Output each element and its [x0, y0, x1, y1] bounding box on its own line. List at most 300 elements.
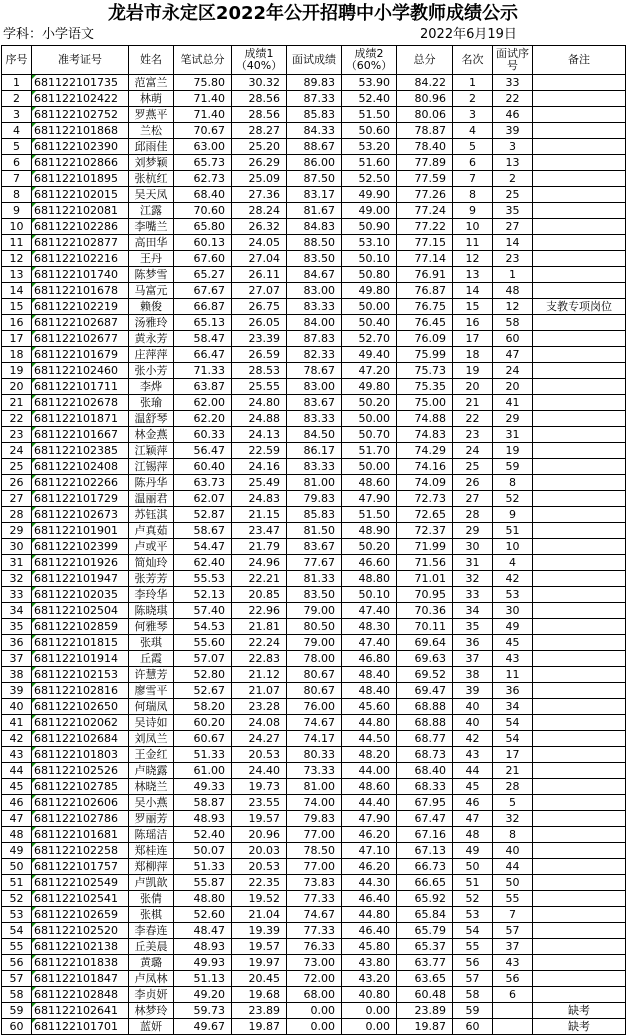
cell-written-total: 48.93 — [174, 811, 232, 827]
cell-seq: 5 — [2, 139, 32, 155]
cell-written-total: 63.87 — [174, 379, 232, 395]
cell-seq: 37 — [2, 651, 32, 667]
cell-score1: 20.96 — [232, 827, 287, 843]
cell-seq: 9 — [2, 203, 32, 219]
table-row — [2, 347, 626, 363]
cell-total: 67.13 — [397, 843, 453, 859]
cell-interview-score: 0.00 — [287, 1019, 342, 1035]
cell-remark — [533, 331, 626, 347]
cell-rank: 12 — [453, 251, 493, 267]
cell-written-total: 58.67 — [174, 523, 232, 539]
cell-name: 林晓兰 — [129, 779, 174, 795]
cell-written-total: 75.80 — [174, 75, 232, 91]
table-row — [2, 875, 626, 891]
cell-name: 罗丽芳 — [129, 811, 174, 827]
cell-total: 69.63 — [397, 651, 453, 667]
cell-total: 72.37 — [397, 523, 453, 539]
cell-score1: 26.32 — [232, 219, 287, 235]
cell-exam-id: 681122101914 — [32, 651, 129, 667]
table-row — [2, 107, 626, 123]
cell-remark — [533, 683, 626, 699]
table-row — [2, 891, 626, 907]
cell-interview-score: 77.33 — [287, 891, 342, 907]
cell-total: 78.87 — [397, 123, 453, 139]
cell-exam-id: 681122102258 — [32, 843, 129, 859]
cell-score1: 24.16 — [232, 459, 287, 475]
cell-score1: 21.79 — [232, 539, 287, 555]
cell-rank: 51 — [453, 875, 493, 891]
cell-interview-score: 86.00 — [287, 155, 342, 171]
cell-remark — [533, 779, 626, 795]
cell-remark — [533, 939, 626, 955]
cell-seq: 60 — [2, 1019, 32, 1035]
cell-rank: 13 — [453, 267, 493, 283]
table-row — [2, 747, 626, 763]
cell-total: 65.92 — [397, 891, 453, 907]
cell-remark — [533, 907, 626, 923]
cell-remark — [533, 107, 626, 123]
cell-written-total: 68.40 — [174, 187, 232, 203]
cell-interview-order: 6 — [493, 987, 533, 1003]
cell-interview-order: 28 — [493, 779, 533, 795]
cell-remark — [533, 715, 626, 731]
cell-name: 兰松 — [129, 123, 174, 139]
cell-exam-id: 681122102390 — [32, 139, 129, 155]
cell-name: 苏钰淇 — [129, 507, 174, 523]
table-row — [2, 123, 626, 139]
cell-score1: 22.83 — [232, 651, 287, 667]
cell-score2: 0.00 — [342, 1019, 397, 1035]
cell-remark — [533, 875, 626, 891]
cell-remark — [533, 523, 626, 539]
cell-rank: 18 — [453, 347, 493, 363]
cell-score2: 51.70 — [342, 443, 397, 459]
cell-seq: 45 — [2, 779, 32, 795]
cell-interview-order: 60 — [493, 331, 533, 347]
cell-written-total: 62.07 — [174, 491, 232, 507]
cell-name: 郑桂连 — [129, 843, 174, 859]
cell-total: 70.11 — [397, 619, 453, 635]
cell-total: 78.40 — [397, 139, 453, 155]
cell-rank: 29 — [453, 523, 493, 539]
cell-score1: 19.68 — [232, 987, 287, 1003]
cell-name: 卢真茹 — [129, 523, 174, 539]
cell-rank: 46 — [453, 795, 493, 811]
cell-score2: 50.40 — [342, 315, 397, 331]
cell-exam-id: 681122102673 — [32, 507, 129, 523]
cell-remark: 缺考 — [533, 1003, 626, 1019]
cell-interview-order: 54 — [493, 731, 533, 747]
cell-written-total: 52.60 — [174, 907, 232, 923]
table-row — [2, 187, 626, 203]
cell-score1: 24.08 — [232, 715, 287, 731]
cell-total: 77.59 — [397, 171, 453, 187]
cell-exam-id: 681122101681 — [32, 827, 129, 843]
cell-remark: 支教专项岗位 — [533, 299, 626, 315]
cell-score2: 44.30 — [342, 875, 397, 891]
cell-interview-order: 8 — [493, 827, 533, 843]
cell-interview-order: 22 — [493, 91, 533, 107]
table-row — [2, 155, 626, 171]
cell-seq: 6 — [2, 155, 32, 171]
cell-rank: 22 — [453, 411, 493, 427]
table-header-row — [2, 46, 626, 75]
cell-total: 71.01 — [397, 571, 453, 587]
cell-score2: 50.80 — [342, 267, 397, 283]
cell-name: 江露 — [129, 203, 174, 219]
cell-rank: 17 — [453, 331, 493, 347]
cell-remark — [533, 267, 626, 283]
cell-total: 76.87 — [397, 283, 453, 299]
cell-name: 何瑞凤 — [129, 699, 174, 715]
cell-remark — [533, 395, 626, 411]
cell-name: 张琪 — [129, 635, 174, 651]
cell-interview-order: 17 — [493, 747, 533, 763]
cell-score1: 19.57 — [232, 811, 287, 827]
cell-seq: 44 — [2, 763, 32, 779]
cell-remark — [533, 139, 626, 155]
cell-total: 75.00 — [397, 395, 453, 411]
cell-name: 吴小燕 — [129, 795, 174, 811]
cell-score2: 49.00 — [342, 203, 397, 219]
cell-exam-id: 681122102408 — [32, 459, 129, 475]
cell-name: 刘梦颖 — [129, 155, 174, 171]
cell-rank: 8 — [453, 187, 493, 203]
cell-interview-score: 85.83 — [287, 507, 342, 523]
cell-interview-order: 45 — [493, 635, 533, 651]
cell-written-total: 54.47 — [174, 539, 232, 555]
cell-score1: 27.07 — [232, 283, 287, 299]
cell-interview-order: 20 — [493, 379, 533, 395]
cell-name: 丘美晨 — [129, 939, 174, 955]
cell-score1: 27.36 — [232, 187, 287, 203]
cell-written-total: 65.73 — [174, 155, 232, 171]
cell-remark — [533, 699, 626, 715]
cell-exam-id: 681122102081 — [32, 203, 129, 219]
cell-written-total: 52.40 — [174, 827, 232, 843]
cell-interview-order: 29 — [493, 411, 533, 427]
cell-seq: 35 — [2, 619, 32, 635]
cell-seq: 30 — [2, 539, 32, 555]
cell-written-total: 58.87 — [174, 795, 232, 811]
cell-seq: 57 — [2, 971, 32, 987]
cell-interview-score: 83.17 — [287, 187, 342, 203]
cell-written-total: 52.87 — [174, 507, 232, 523]
cell-rank: 5 — [453, 139, 493, 155]
cell-score1: 24.40 — [232, 763, 287, 779]
cell-score2: 50.10 — [342, 251, 397, 267]
cell-score1: 20.03 — [232, 843, 287, 859]
cell-interview-order: 14 — [493, 235, 533, 251]
cell-name: 张棋 — [129, 907, 174, 923]
cell-exam-id: 681122102859 — [32, 619, 129, 635]
table-row — [2, 395, 626, 411]
cell-interview-order: 34 — [493, 699, 533, 715]
cell-score1: 24.83 — [232, 491, 287, 507]
cell-interview-order: 54 — [493, 715, 533, 731]
cell-remark — [533, 91, 626, 107]
cell-name: 高田华 — [129, 235, 174, 251]
cell-score1: 24.13 — [232, 427, 287, 443]
cell-remark — [533, 475, 626, 491]
cell-total: 67.47 — [397, 811, 453, 827]
cell-written-total: 65.27 — [174, 267, 232, 283]
table-row — [2, 683, 626, 699]
cell-score1: 28.24 — [232, 203, 287, 219]
cell-interview-order: 49 — [493, 619, 533, 635]
cell-name: 王丹 — [129, 251, 174, 267]
cell-seq: 36 — [2, 635, 32, 651]
cell-interview-order: 10 — [493, 539, 533, 555]
table-row — [2, 939, 626, 955]
cell-rank: 55 — [453, 939, 493, 955]
table-row — [2, 987, 626, 1003]
cell-interview-order: 5 — [493, 795, 533, 811]
cell-interview-order: 1 — [493, 267, 533, 283]
cell-total: 23.89 — [397, 1003, 453, 1019]
cell-total: 74.09 — [397, 475, 453, 491]
cell-interview-order: 25 — [493, 187, 533, 203]
cell-name: 黄璐 — [129, 955, 174, 971]
cell-total: 75.99 — [397, 347, 453, 363]
cell-interview-order: 58 — [493, 315, 533, 331]
cell-written-total: 51.13 — [174, 971, 232, 987]
cell-total: 19.87 — [397, 1019, 453, 1035]
cell-rank: 7 — [453, 171, 493, 187]
cell-score1: 25.55 — [232, 379, 287, 395]
cell-rank: 35 — [453, 619, 493, 635]
cell-rank: 3 — [453, 107, 493, 123]
table-row — [2, 363, 626, 379]
cell-score2: 49.80 — [342, 379, 397, 395]
cell-score1: 26.75 — [232, 299, 287, 315]
cell-score2: 51.50 — [342, 107, 397, 123]
table-row — [2, 763, 626, 779]
cell-score1: 24.80 — [232, 395, 287, 411]
cell-interview-score: 81.67 — [287, 203, 342, 219]
cell-exam-id: 681122101871 — [32, 411, 129, 427]
cell-interview-order: 46 — [493, 107, 533, 123]
cell-total: 72.73 — [397, 491, 453, 507]
cell-score1: 25.49 — [232, 475, 287, 491]
cell-interview-score: 86.17 — [287, 443, 342, 459]
header-remark: 备注 — [533, 46, 626, 75]
cell-exam-id: 681122101947 — [32, 571, 129, 587]
cell-seq: 15 — [2, 299, 32, 315]
cell-interview-order: 53 — [493, 587, 533, 603]
cell-name: 陈梦雪 — [129, 267, 174, 283]
cell-written-total: 60.33 — [174, 427, 232, 443]
cell-total: 77.24 — [397, 203, 453, 219]
cell-total: 65.37 — [397, 939, 453, 955]
cell-written-total: 60.13 — [174, 235, 232, 251]
cell-interview-score: 73.00 — [287, 955, 342, 971]
cell-seq: 43 — [2, 747, 32, 763]
table-row — [2, 843, 626, 859]
header-score1: 成绩1（40%） — [232, 46, 287, 75]
cell-name: 卢凤林 — [129, 971, 174, 987]
cell-exam-id: 681122102153 — [32, 667, 129, 683]
cell-rank: 52 — [453, 891, 493, 907]
cell-score1: 24.96 — [232, 555, 287, 571]
cell-written-total: 67.67 — [174, 283, 232, 299]
cell-exam-id: 681122101847 — [32, 971, 129, 987]
cell-interview-score: 83.67 — [287, 539, 342, 555]
cell-remark — [533, 859, 626, 875]
cell-interview-order: 36 — [493, 683, 533, 699]
cell-name: 张倩 — [129, 891, 174, 907]
cell-seq: 18 — [2, 347, 32, 363]
cell-written-total: 62.73 — [174, 171, 232, 187]
cell-interview-score: 74.00 — [287, 795, 342, 811]
cell-written-total: 51.33 — [174, 859, 232, 875]
cell-score2: 53.20 — [342, 139, 397, 155]
cell-rank: 60 — [453, 1019, 493, 1035]
cell-seq: 32 — [2, 571, 32, 587]
table-row — [2, 139, 626, 155]
cell-remark — [533, 459, 626, 475]
cell-written-total: 65.13 — [174, 315, 232, 331]
cell-exam-id: 681122101678 — [32, 283, 129, 299]
cell-score2: 50.20 — [342, 539, 397, 555]
cell-written-total: 54.53 — [174, 619, 232, 635]
cell-interview-score: 73.83 — [287, 875, 342, 891]
cell-remark — [533, 411, 626, 427]
cell-total: 75.73 — [397, 363, 453, 379]
cell-remark — [533, 987, 626, 1003]
cell-interview-order: 47 — [493, 347, 533, 363]
cell-score2: 51.50 — [342, 507, 397, 523]
cell-exam-id: 681122102422 — [32, 91, 129, 107]
cell-name: 李嘴兰 — [129, 219, 174, 235]
cell-remark: 缺考 — [533, 1019, 626, 1035]
cell-name: 蓝妍 — [129, 1019, 174, 1035]
cell-total: 72.65 — [397, 507, 453, 523]
cell-score1: 28.27 — [232, 123, 287, 139]
cell-exam-id: 681122102684 — [32, 731, 129, 747]
cell-interview-order — [493, 1019, 533, 1035]
cell-exam-id: 681122101838 — [32, 955, 129, 971]
cell-score1: 28.56 — [232, 107, 287, 123]
cell-seq: 53 — [2, 907, 32, 923]
cell-name: 廖雪平 — [129, 683, 174, 699]
cell-interview-score: 83.00 — [287, 283, 342, 299]
cell-remark — [533, 187, 626, 203]
cell-score1: 23.89 — [232, 1003, 287, 1019]
cell-written-total: 49.20 — [174, 987, 232, 1003]
cell-score1: 26.59 — [232, 347, 287, 363]
cell-rank: 11 — [453, 235, 493, 251]
cell-rank: 48 — [453, 827, 493, 843]
cell-total: 76.91 — [397, 267, 453, 283]
cell-exam-id: 681122101679 — [32, 347, 129, 363]
cell-score1: 21.07 — [232, 683, 287, 699]
cell-rank: 2 — [453, 91, 493, 107]
cell-interview-order: 21 — [493, 763, 533, 779]
cell-total: 65.79 — [397, 923, 453, 939]
table-row — [2, 571, 626, 587]
cell-total: 67.95 — [397, 795, 453, 811]
cell-interview-order: 55 — [493, 891, 533, 907]
cell-rank: 24 — [453, 443, 493, 459]
cell-seq: 49 — [2, 843, 32, 859]
cell-written-total: 49.93 — [174, 955, 232, 971]
cell-interview-order — [493, 1003, 533, 1019]
cell-written-total: 65.80 — [174, 219, 232, 235]
cell-score2: 49.80 — [342, 283, 397, 299]
cell-score1: 20.53 — [232, 859, 287, 875]
cell-written-total: 71.40 — [174, 107, 232, 123]
cell-score2: 44.00 — [342, 763, 397, 779]
cell-seq: 52 — [2, 891, 32, 907]
cell-interview-order: 44 — [493, 859, 533, 875]
cell-seq: 2 — [2, 91, 32, 107]
cell-remark — [533, 795, 626, 811]
cell-score1: 23.28 — [232, 699, 287, 715]
table-row — [2, 667, 626, 683]
cell-rank: 50 — [453, 859, 493, 875]
cell-written-total: 70.67 — [174, 123, 232, 139]
header-interview-order: 面试序号 — [493, 46, 533, 75]
cell-score2: 49.90 — [342, 187, 397, 203]
cell-score2: 48.30 — [342, 619, 397, 635]
cell-written-total: 59.73 — [174, 1003, 232, 1019]
table-row — [2, 315, 626, 331]
cell-name: 陈瑶洁 — [129, 827, 174, 843]
cell-rank: 27 — [453, 491, 493, 507]
cell-written-total: 71.33 — [174, 363, 232, 379]
results-table — [1, 45, 626, 1035]
cell-total: 69.64 — [397, 635, 453, 651]
cell-seq: 27 — [2, 491, 32, 507]
cell-remark — [533, 827, 626, 843]
cell-interview-score: 83.33 — [287, 459, 342, 475]
cell-exam-id: 681122102286 — [32, 219, 129, 235]
table-row — [2, 203, 626, 219]
cell-written-total: 61.00 — [174, 763, 232, 779]
cell-remark — [533, 171, 626, 187]
cell-total: 77.22 — [397, 219, 453, 235]
cell-score1: 19.57 — [232, 939, 287, 955]
cell-interview-order: 37 — [493, 939, 533, 955]
cell-total: 66.65 — [397, 875, 453, 891]
cell-interview-score: 79.00 — [287, 635, 342, 651]
cell-seq: 59 — [2, 1003, 32, 1019]
cell-rank: 58 — [453, 987, 493, 1003]
cell-remark — [533, 219, 626, 235]
cell-written-total: 62.00 — [174, 395, 232, 411]
cell-interview-score: 87.33 — [287, 91, 342, 107]
cell-exam-id: 681122102541 — [32, 891, 129, 907]
cell-interview-score: 78.00 — [287, 651, 342, 667]
cell-interview-order: 40 — [493, 843, 533, 859]
cell-exam-id: 681122102526 — [32, 763, 129, 779]
table-row — [2, 587, 626, 603]
cell-interview-order: 50 — [493, 875, 533, 891]
cell-score1: 25.09 — [232, 171, 287, 187]
cell-exam-id: 681122101895 — [32, 171, 129, 187]
cell-seq: 56 — [2, 955, 32, 971]
cell-remark — [533, 315, 626, 331]
cell-remark — [533, 747, 626, 763]
cell-name: 范富兰 — [129, 75, 174, 91]
cell-interview-score: 85.83 — [287, 107, 342, 123]
table-row — [2, 811, 626, 827]
table-row — [2, 379, 626, 395]
cell-interview-score: 81.33 — [287, 571, 342, 587]
cell-score2: 50.60 — [342, 123, 397, 139]
cell-total: 77.15 — [397, 235, 453, 251]
